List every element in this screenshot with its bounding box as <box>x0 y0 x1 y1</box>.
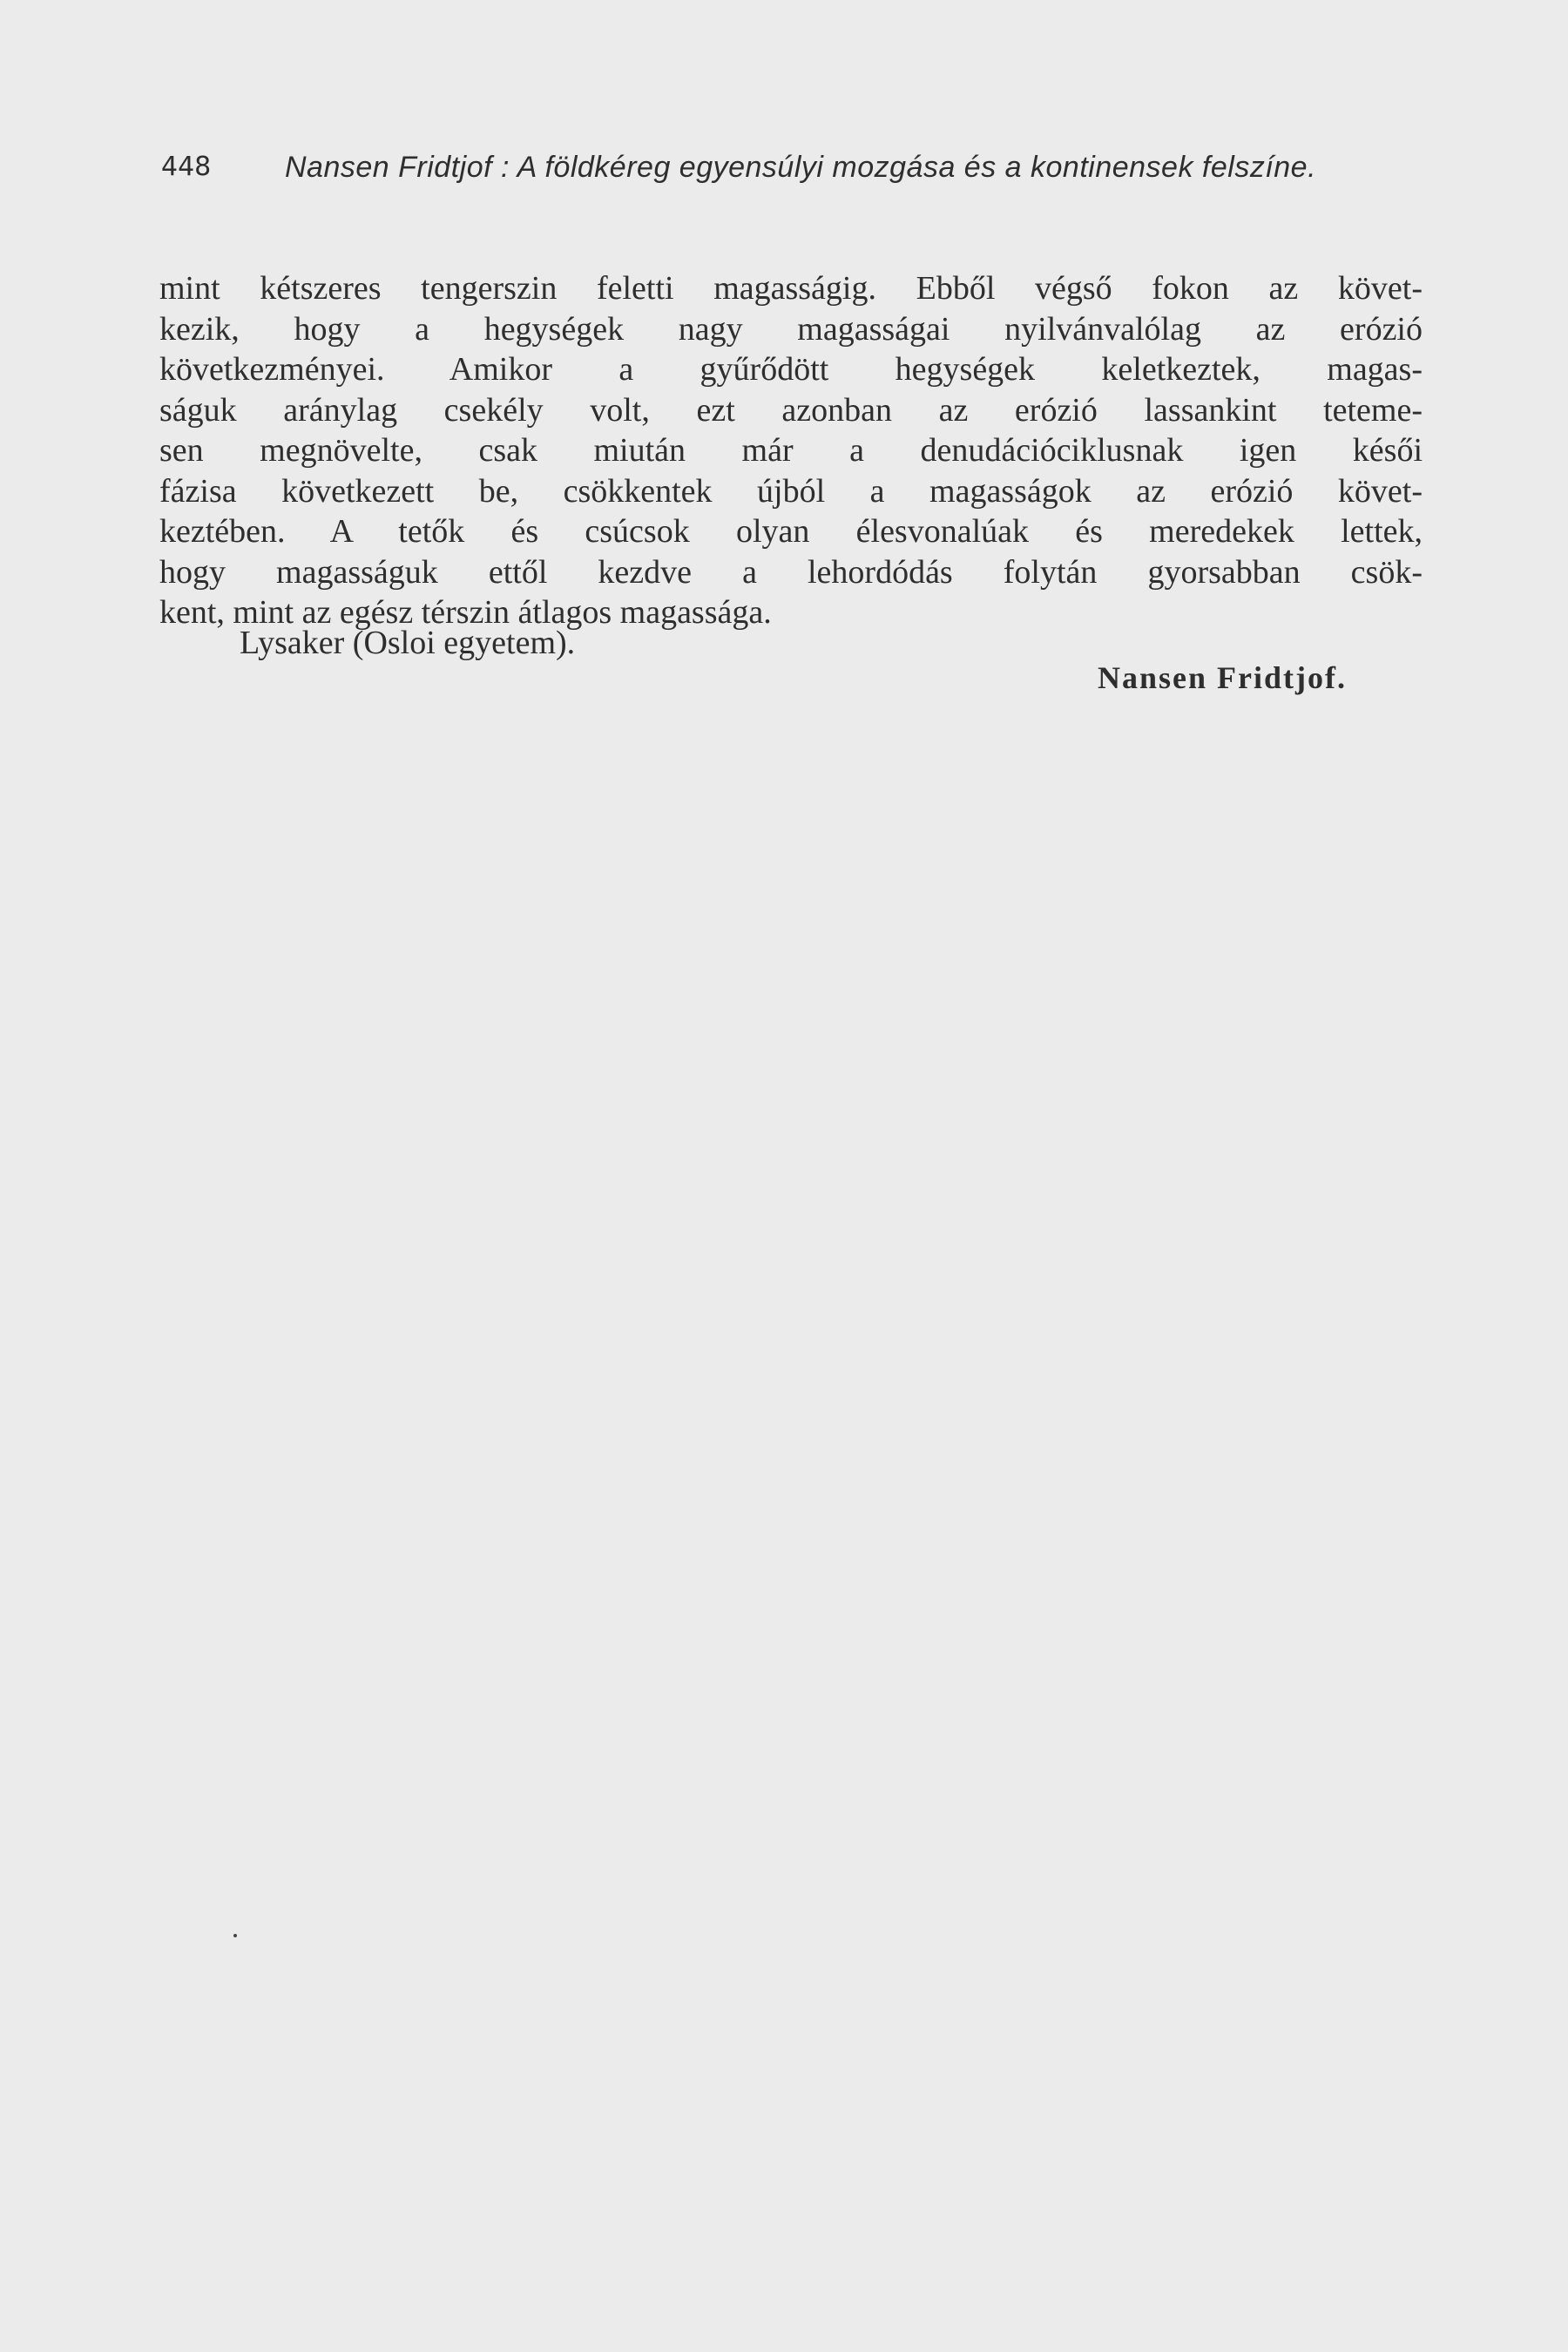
text-line: hogy magasságuk ettől kezdve a lehordódás folytán gyorsabban csök- <box>159 553 1423 591</box>
place-affiliation: Lysaker (Osloi egyetem). <box>240 625 576 661</box>
author-signature: Nansen Fridtjof. <box>1098 660 1347 695</box>
print-speck <box>233 1934 237 1937</box>
text-line: fázisa következett be, csökkentek újból a magasságok az erózió követ- <box>159 472 1423 510</box>
text-line: kezik, hogy a hegységek nagy magasságai nyilvánvalólag az erózió <box>159 310 1423 348</box>
text-line: következményei. Amikor a gyűrődött hegységek keletkeztek, magas- <box>159 351 1423 388</box>
text-line: ságuk aránylag csekély volt, ezt azonban az erózió lassankint teteme- <box>159 391 1423 429</box>
text-line: keztében. A tetők és csúcsok olyan élesvonalúak és meredekek lettek, <box>159 513 1423 550</box>
text-line: sen megnövelte, csak miután már a denudációciklusnak igen késői <box>159 432 1423 469</box>
text-line: kent, mint az egész térszin átlagos magassága. <box>159 594 772 631</box>
running-header <box>161 148 1424 186</box>
page-number: 448 <box>161 152 212 182</box>
text-line: mint kétszeres tengerszin feletti magasságig. Ebből végső fokon az követ- <box>159 270 1423 307</box>
running-title: Nansen Fridtjof : A földkéreg egyensúlyi mozgása és a kontinensek felszíne. <box>285 151 1317 184</box>
body-paragraph <box>159 268 1423 633</box>
